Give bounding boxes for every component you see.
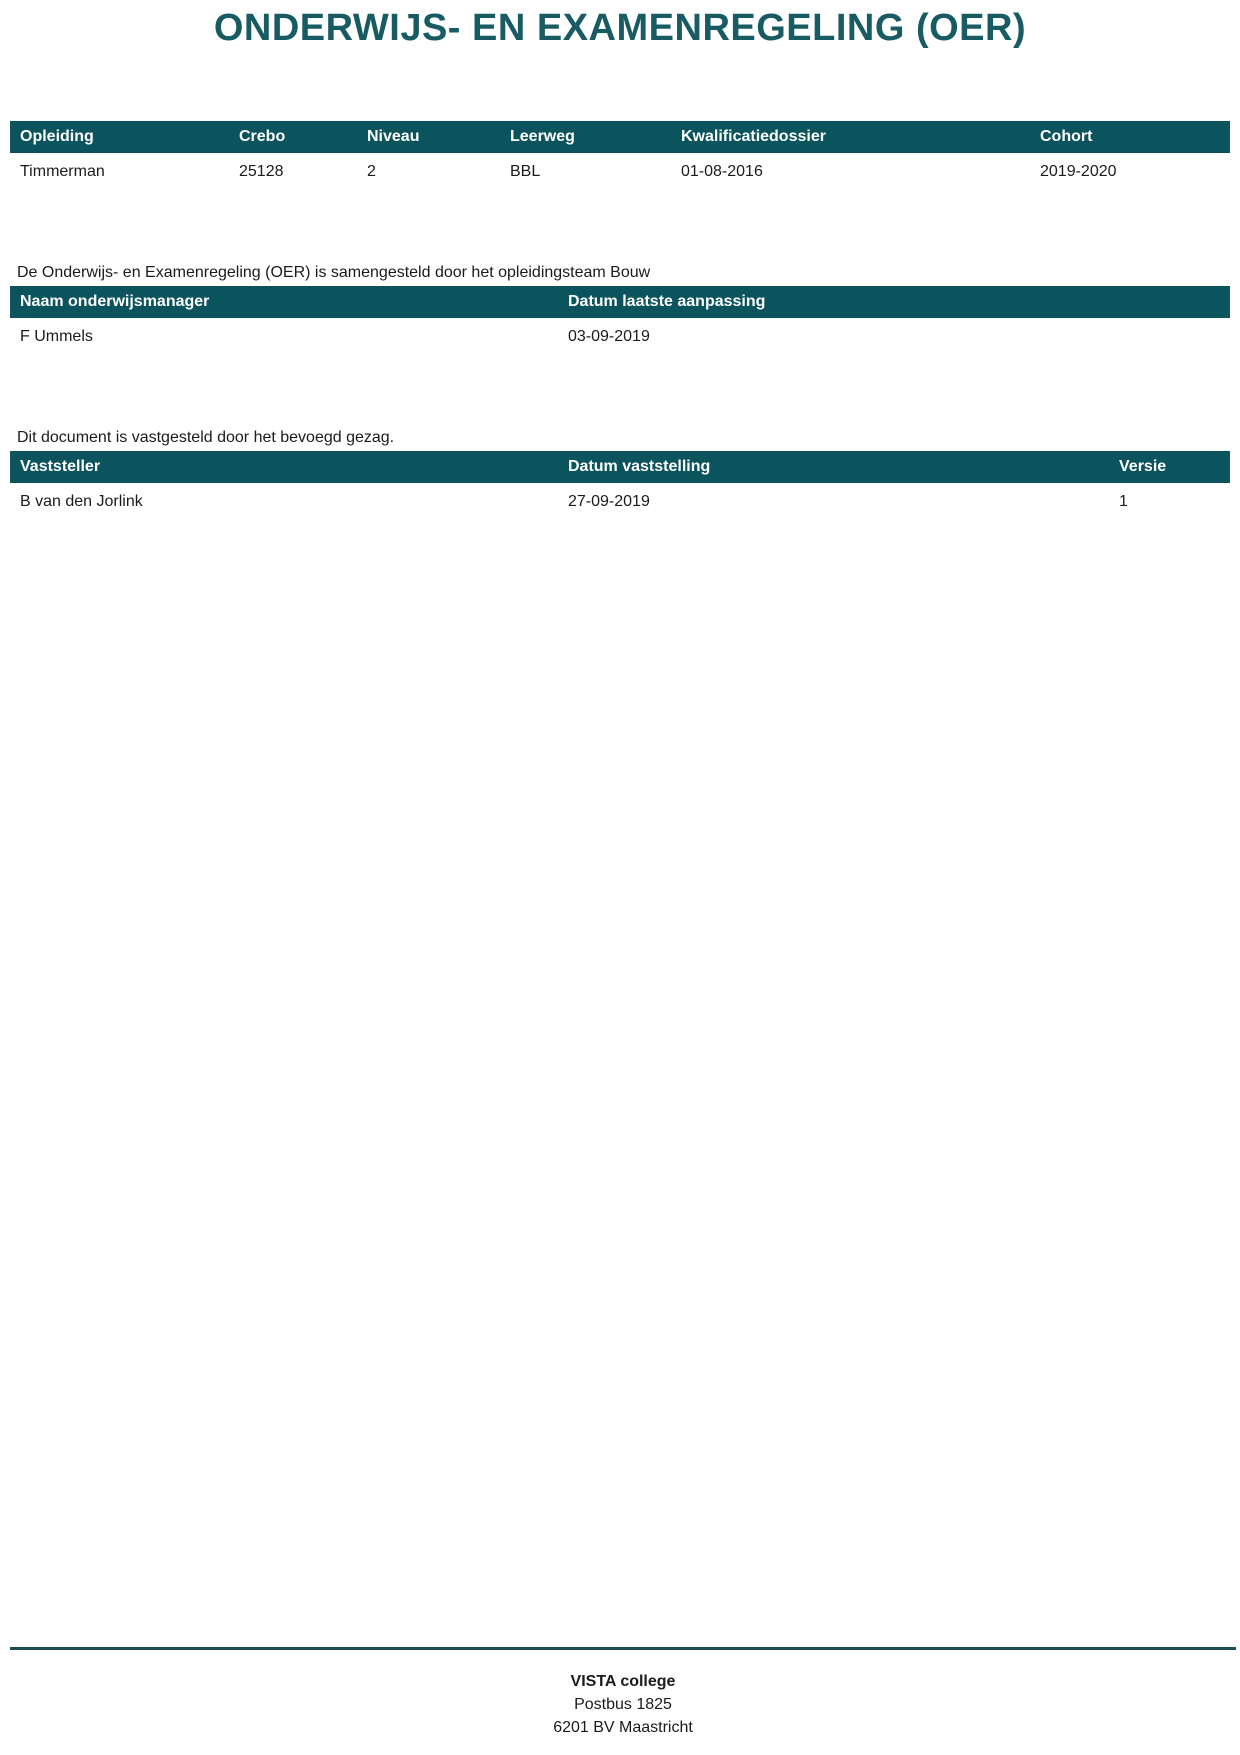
program-header-niveau: Niveau [357,121,500,153]
document-content [0,6,1240,526]
program-header-leerweg: Leerweg [500,121,671,153]
footer-organization: VISTA college [570,1673,676,1690]
program-header-cohort: Cohort [1030,121,1230,153]
approval-table [10,451,1230,526]
team-intro-text: De Onderwijs- en Examenregeling (OER) is samengesteld door het opleidingsteam Bouw [17,264,651,281]
approval-cell-versie: 1 [1119,493,1128,510]
approval-header-versie: Versie [1109,451,1230,483]
approval-table-header-row [10,451,1230,483]
approval-header-vaststeller: Vaststeller [10,451,558,483]
program-cell-kwalificatiedossier: 01-08-2016 [681,163,763,180]
footer-address-line-1: Postbus 1825 [574,1696,672,1713]
team-table-header-row [10,286,1230,318]
program-table-header-row [10,121,1230,153]
program-table [10,121,1230,196]
team-cell-datum: 03-09-2019 [568,328,650,345]
approval-header-datum-vaststelling: Datum vaststelling [558,451,1109,483]
program-cell-opleiding: Timmerman [20,163,105,180]
program-cell-leerweg: BBL [510,163,541,180]
approval-cell-vaststeller: B van den Jorlink [20,493,143,510]
footer-address-line-2: 6201 BV Maastricht [553,1719,693,1736]
program-cell-crebo: 25128 [239,163,284,180]
team-cell-naam: F Ummels [20,328,93,345]
program-table-data-row [10,153,1230,196]
team-table [10,286,1230,361]
page-title: ONDERWIJS- EN EXAMENREGELING (OER) [213,7,1027,49]
approval-cell-datum: 27-09-2019 [568,493,650,510]
team-header-naam-onderwijsmanager: Naam onderwijsmanager [10,286,558,318]
approval-intro-text: Dit document is vastgesteld door het bevoegd gezag. [17,429,395,446]
approval-table-data-row [10,483,1230,526]
team-table-data-row [10,318,1230,361]
program-cell-cohort: 2019-2020 [1040,163,1117,180]
program-header-kwalificatiedossier: Kwalificatiedossier [671,121,1030,153]
program-cell-niveau: 2 [367,163,376,180]
team-header-datum-laatste-aanpassing: Datum laatste aanpassing [558,286,1230,318]
page-footer [10,1647,1236,1739]
program-header-crebo: Crebo [229,121,357,153]
program-header-opleiding: Opleiding [10,121,229,153]
